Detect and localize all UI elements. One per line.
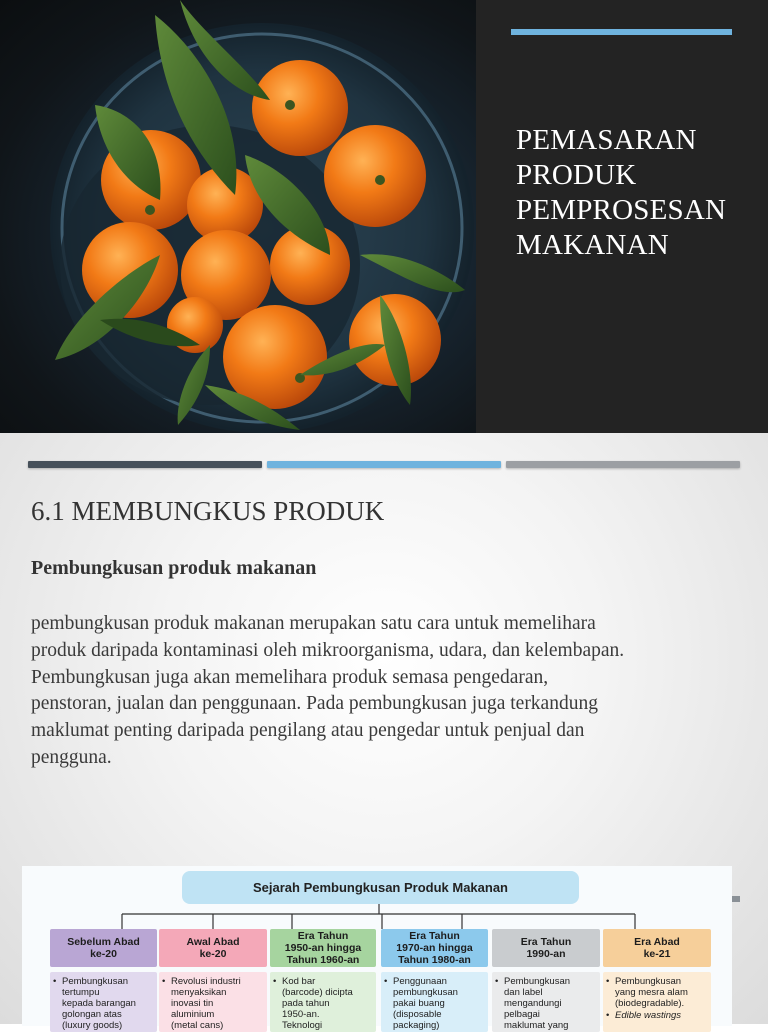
era-box	[270, 929, 376, 967]
oranges-photo	[0, 0, 476, 433]
era-label: Era Tahun	[409, 930, 460, 942]
era-label: ke-20	[199, 948, 227, 960]
bullet-icon: •	[53, 976, 57, 987]
bullet-icon: •	[273, 976, 277, 987]
bullet-icon: •	[384, 976, 388, 987]
title-slide	[0, 0, 768, 433]
bullet-icon: •	[495, 976, 499, 987]
paragraph-line: Pembungkusan juga akan memelihara produk semasa pengedaran,	[31, 666, 549, 688]
title-line: MAKANAN	[516, 229, 669, 261]
era-label: Sebelum Abad	[67, 936, 140, 948]
presentation-title	[516, 123, 756, 263]
title-accent-rule	[511, 29, 732, 35]
era-label: 1970-an hingga	[396, 942, 473, 954]
slide-heading: 6.1 MEMBUNGKUS PRODUK	[31, 496, 385, 526]
era-description	[381, 972, 488, 1032]
era-label: Awal Abad	[186, 936, 240, 948]
slide-subheading: Pembungkusan produk makanan	[31, 557, 317, 579]
title-line: PEMPROSESAN	[516, 194, 727, 226]
era-label: ke-21	[643, 948, 671, 960]
header-bar-dark	[28, 461, 262, 468]
paragraph-line: penstoran, jualan dan penggunaan. Pada pembungkusan juga terkandung	[31, 693, 598, 715]
bullet-icon: •	[162, 976, 166, 987]
bullet-icon: •	[606, 976, 610, 987]
era-box	[381, 929, 488, 967]
era-description-text: Pembungkusan dan label mengandungi pelbagai maklumat yang	[504, 976, 571, 1031]
paragraph-line: pengguna.	[31, 746, 112, 768]
era-description-second	[607, 1010, 707, 1021]
era-label: 1950-an hingga	[284, 942, 362, 954]
bullet-icon: •	[606, 1010, 610, 1021]
slide-edge-marker	[732, 896, 740, 902]
paragraph-line: pembungkusan produk makanan merupakan satu cara untuk memelihara	[31, 613, 596, 634]
packaging-history-diagram	[22, 866, 732, 1031]
content-slide	[0, 433, 768, 1031]
era-label: Era Tahun	[520, 936, 572, 948]
era-description-text: Kod bar (barcode) dicipta pada tahun 1950-an. Teknologi	[282, 976, 353, 1031]
diagram-title: Sejarah Pembungkusan Produk Makanan	[182, 871, 579, 904]
era-description-text: Revolusi industri menyaksikan inovasi tin aluminium (metal cans)	[171, 976, 241, 1031]
era-description-text: Pembungkusan yang mesra alam (biodegradable).	[615, 976, 688, 1009]
era-label: 1990-an	[526, 948, 566, 960]
header-bar-gray	[506, 461, 740, 468]
era-description	[270, 972, 376, 1032]
paragraph-line: maklumat penting daripada pengilang atau pengedar untuk penjual dan	[31, 720, 585, 742]
era-box	[492, 929, 600, 967]
title-line: PEMASARAN	[516, 124, 697, 156]
era-description	[603, 972, 711, 1032]
era-label: ke-20	[90, 948, 117, 960]
title-line: PRODUK	[516, 159, 637, 191]
era-label: Tahun 1980-an	[398, 954, 471, 966]
era-description-text: Penggunaan pembungkusan pakai buang (disposable packaging)	[393, 976, 458, 1031]
body-paragraph	[31, 611, 731, 772]
era-description	[50, 972, 157, 1032]
era-box	[603, 929, 711, 967]
era-description	[492, 972, 600, 1032]
era-box	[159, 929, 267, 967]
era-label: Era Abad	[634, 936, 680, 948]
era-label: Tahun 1960-an	[286, 954, 360, 966]
era-description-text: Edible wastings	[615, 1010, 682, 1021]
era-description	[159, 972, 267, 1032]
era-label: Era Tahun	[297, 930, 349, 942]
paragraph-line: produk daripada kontaminasi oleh mikroorganisma, udara, dan kelembapan.	[31, 639, 625, 661]
era-box	[50, 929, 157, 967]
era-description-text: Pembungkusan tertumpu kepada barangan golongan atas (luxury goods)	[62, 976, 136, 1031]
oranges-bowl-illustration	[0, 0, 476, 433]
header-bar-blue	[267, 461, 501, 468]
